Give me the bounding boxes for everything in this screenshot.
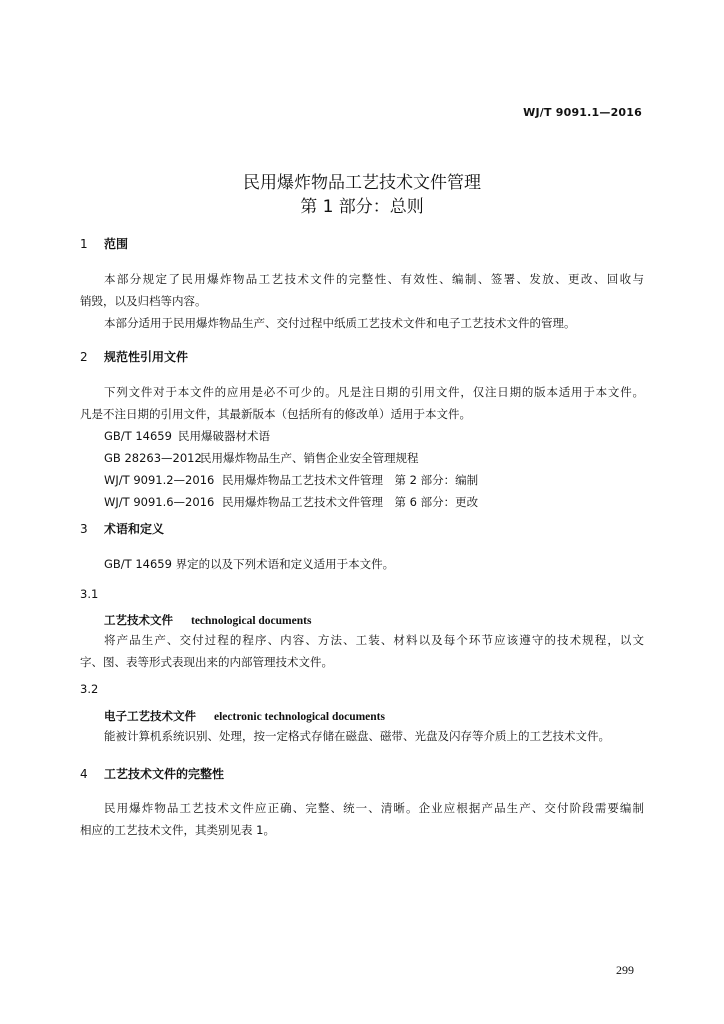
term-chinese: 电子工艺技术文件 [104, 709, 196, 723]
paragraph-line: 相应的工艺技术文件，其类别见表 1。 [80, 823, 275, 837]
paragraph-line: 销毁，以及归档等内容。 [80, 294, 207, 308]
reference-code: WJ/T 9091.2—2016 [104, 473, 215, 487]
section-number: 4 [80, 767, 88, 781]
paragraph-line: 凡是不注日期的引用文件，其最新版本（包括所有的修改单）适用于本文件。 [80, 407, 471, 421]
section-number: 2 [80, 350, 88, 364]
term-number: 3.2 [80, 682, 99, 696]
reference-title: 民用爆炸物品工艺技术文件管理 第 6 部分：更改 [222, 495, 479, 509]
reference-title: 民用爆炸物品生产、销售企业安全管理规程 [200, 451, 419, 465]
term-definition: 将产品生产、交付过程的程序、内容、方法、工装、材料以及每个环节应该遵守的技术规程，以文 [104, 633, 644, 647]
term-english: electronic technological documents [214, 711, 385, 723]
section-heading-2 [80, 348, 188, 365]
reference-code: WJ/T 9091.6—2016 [104, 495, 215, 509]
normative-reference [104, 450, 419, 466]
paragraph-line: 本部分规定了民用爆炸物品工艺技术文件的完整性、有效性、编制、签署、发放、更改、回收与 [104, 272, 644, 286]
page-number: 299 [616, 963, 634, 977]
normative-reference [104, 494, 478, 510]
document-title: 民用爆炸物品工艺技术文件管理 [243, 173, 481, 193]
paragraph-line: 下列文件对于本文件的应用是必不可少的。凡是注日期的引用文件，仅注日期的版本适用于本文件。 [104, 385, 644, 399]
standard-code: WJ/T 9091.1—2016 [523, 106, 642, 119]
reference-code: GB 28263—2012 [104, 451, 202, 465]
term-entry [104, 708, 385, 724]
term-english: technological documents [191, 615, 312, 627]
term-number: 3.1 [80, 587, 99, 601]
term-definition: 字、图、表等形式表现出来的内部管理技术文件。 [80, 655, 333, 669]
section-title: 工艺技术文件的完整性 [104, 767, 225, 781]
term-definition: 能被计算机系统识别、处理，按一定格式存储在磁盘、磁带、光盘及闪存等介质上的工艺技术文件。 [104, 729, 610, 743]
section-heading-4 [80, 765, 224, 782]
section-title: 规范性引用文件 [104, 350, 189, 364]
section-title: 范围 [104, 237, 129, 251]
section-heading-1 [80, 235, 128, 252]
section-heading-3 [80, 520, 164, 537]
term-entry [104, 612, 311, 628]
paragraph-line: GB/T 14659 界定的以及下列术语和定义适用于本文件。 [104, 557, 395, 571]
document-subtitle: 第 1 部分：总则 [300, 197, 424, 217]
paragraph-line: 本部分适用于民用爆炸物品生产、交付过程中纸质工艺技术文件和电子工艺技术文件的管理。 [104, 316, 576, 330]
reference-title: 民用爆炸物品工艺技术文件管理 第 2 部分：编制 [222, 473, 479, 487]
reference-title: 民用爆破器材术语 [178, 429, 270, 443]
section-number: 3 [80, 522, 88, 536]
paragraph-line: 民用爆炸物品工艺技术文件应正确、完整、统一、清晰。企业应根据产品生产、交付阶段需要编制 [104, 801, 644, 815]
normative-reference [104, 428, 270, 444]
reference-code: GB/T 14659 [104, 429, 172, 443]
term-chinese: 工艺技术文件 [104, 613, 173, 627]
section-number: 1 [80, 237, 88, 251]
normative-reference [104, 472, 478, 488]
section-title: 术语和定义 [104, 522, 165, 536]
